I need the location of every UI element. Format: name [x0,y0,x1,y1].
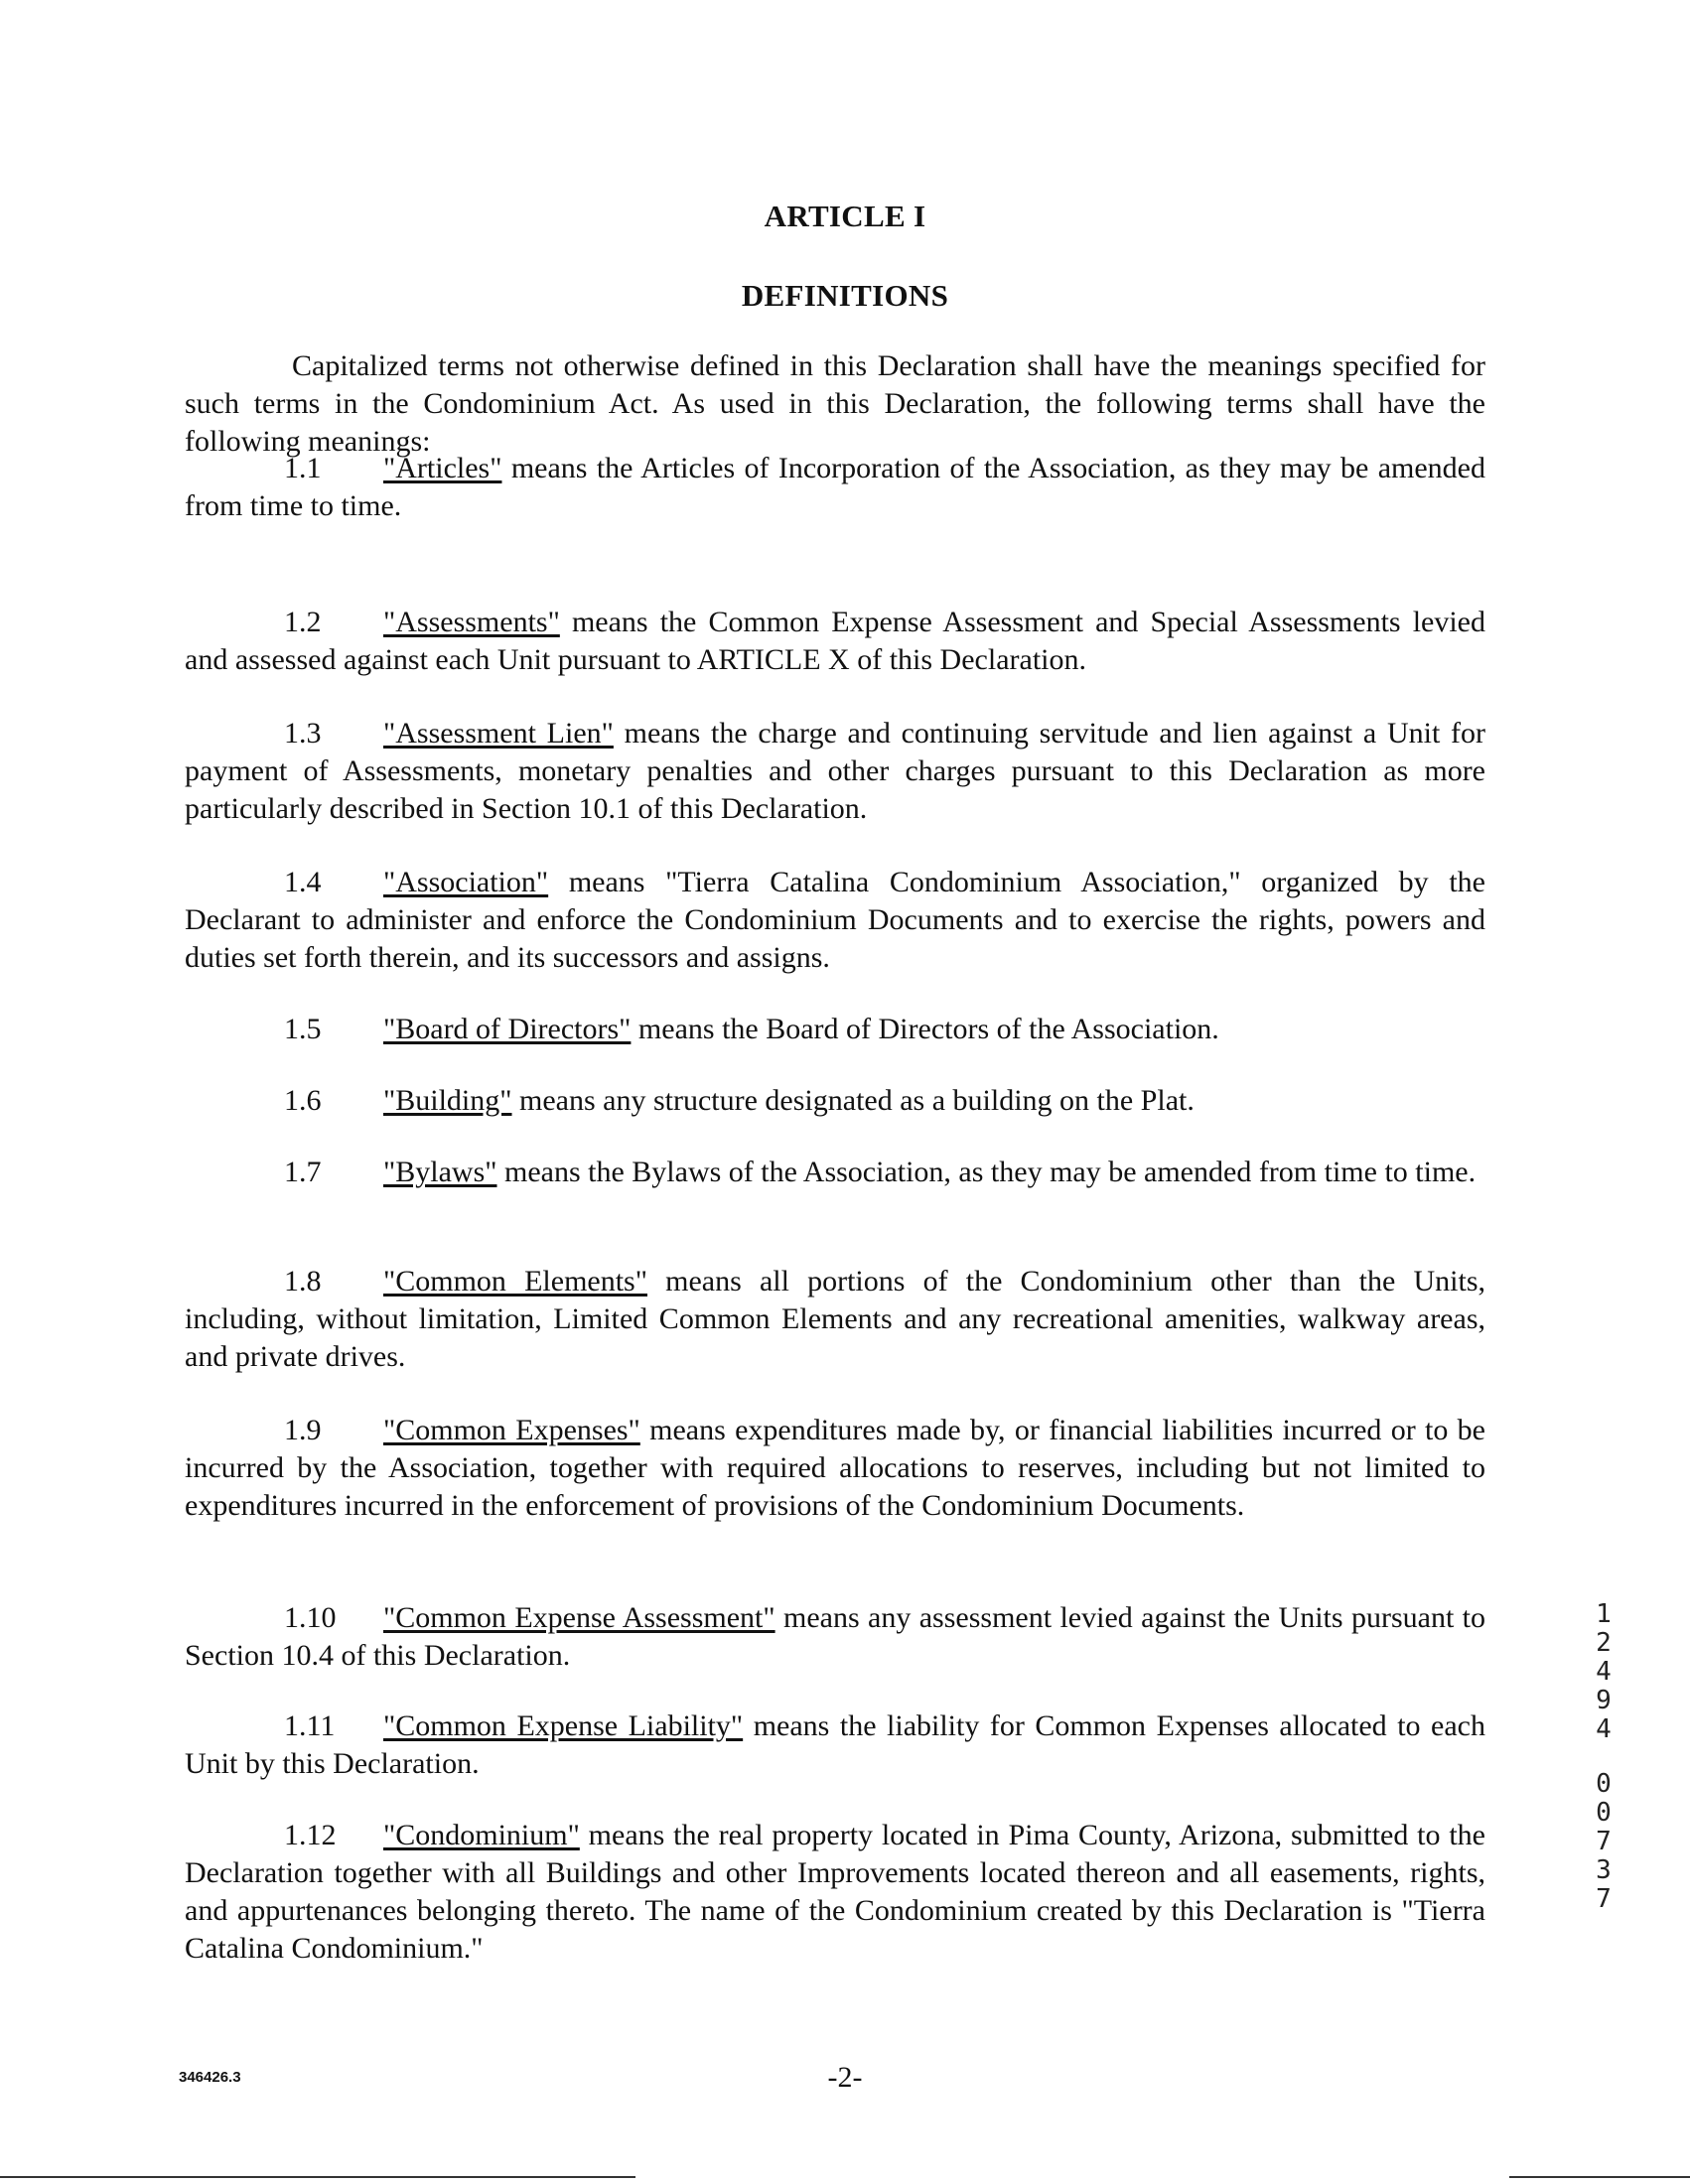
document-code: 346426.3 [179,2069,241,2086]
definition-text: means any assessment levied against the Units pursuant to Section 10.4 of this Declaration. [185,1601,1486,1672]
definition-1-2 [185,604,1485,679]
article-heading: ARTICLE I [764,199,926,233]
stamp-digit: 2 [1596,1628,1612,1658]
definition-text: means the Bylaws of the Association, as they may be amended from time to time. [496,1156,1477,1188]
definition-number: 1.1 [284,452,322,484]
stamp-digit: 7 [1596,1827,1612,1856]
definition-term: "Common Elements" [383,1265,647,1297]
stamp-digit: 1 [1596,1599,1612,1629]
stamp-digit: 0 [1596,1769,1612,1799]
definition-text: means any structure designated as a building on the Plat. [511,1084,1195,1117]
definition-number: 1.12 [284,1819,337,1851]
definition-term: "Articles" [383,452,502,484]
stamp-digit: 9 [1596,1686,1612,1715]
definition-number: 1.5 [284,1013,322,1045]
definition-term: "Common Expense Assessment" [383,1601,775,1634]
stamp-digit: 4 [1596,1657,1612,1687]
section-title: DEFINITIONS [741,278,949,313]
definition-number: 1.9 [284,1414,322,1446]
definition-1-3 [185,715,1485,828]
definition-number: 1.10 [284,1601,337,1634]
definition-number: 1.8 [284,1265,322,1297]
definition-term: "Condominium" [383,1819,580,1851]
definition-1-6 [185,1082,1485,1120]
definition-number: 1.3 [284,717,322,750]
definition-number: 1.2 [284,606,322,638]
definition-text: means the Board of Directors of the Association. [631,1013,1219,1045]
definition-text: means expenditures made by, or financial liabilities incurred or to be incurred by the Association, together with required allocations to reserves, including but not limited to expenditures incurred in the enforcement of provisions of the Condominium Documents. [185,1414,1486,1522]
definition-text: means the Articles of Incorporation of the Association, as they may be amended from time to time. [185,452,1485,522]
scan-edge-gap [635,2174,1509,2180]
definition-1-12 [185,1817,1485,1968]
definition-1-8 [185,1263,1485,1376]
definition-number: 1.6 [284,1084,322,1117]
definition-term: "Common Expense Liability" [383,1709,744,1742]
stamp-digit: 7 [1596,1884,1612,1914]
page-number: -2- [827,2061,863,2094]
definition-text: means "Tierra Catalina Condominium Association," organized by the Declarant to administer and enforce the Condominium Documents and to exercise the rights, powers and duties set forth therein, and its successors and assigns. [185,866,1485,974]
definition-1-1 [185,450,1485,525]
definition-term: "Building" [383,1084,512,1117]
definition-term: "Association" [383,866,549,898]
definition-term: "Assessments" [383,606,560,638]
definition-text: means the liability for Common Expenses allocated to each Unit by this Declaration. [185,1709,1485,1780]
stamp-digit: 3 [1596,1855,1612,1885]
definition-1-9 [185,1412,1485,1525]
intro-paragraph: Capitalized terms not otherwise defined in this Declaration shall have the meanings specified for such terms in the Condominium Act. As used in this Declaration, the following terms shall have the following meanings: [185,349,1485,458]
definition-number: 1.11 [284,1709,336,1742]
definition-1-10 [185,1599,1485,1675]
definition-1-5 [185,1011,1485,1048]
definition-text: means the real property located in Pima County, Arizona, submitted to the Declaration together with all Buildings and other Improvements located thereon and all easements, rights, and appurtenances belonging thereto. The name of the Condominium created by this Declaration is "Tierra Catalina Condominium." [185,1819,1485,1965]
definition-term: "Board of Directors" [383,1013,632,1045]
definition-term: "Common Expenses" [383,1414,640,1446]
definition-text: means the Common Expense Assessment and Special Assessments levied and assessed against each Unit pursuant to ARTICLE X of this Declaration. [185,606,1485,676]
stamp-digit: 4 [1596,1714,1612,1744]
definition-term: "Assessment Lien" [383,717,614,750]
definition-1-7 [185,1154,1485,1191]
definition-1-4 [185,864,1485,977]
recording-stamp [1589,1600,1619,1914]
stamp-spacer [1589,1744,1619,1770]
definition-text: means the charge and continuing servitude and lien against a Unit for payment of Assessments, monetary penalties and other charges pursuant to this Declaration as more particularly described in Section 10.1 of this Declaration. [185,717,1485,825]
definition-text: means all portions of the Condominium other than the Units, including, without limitation, Limited Common Elements and any recreational amenities, walkway areas, and private drives. [185,1265,1486,1373]
stamp-digit: 0 [1596,1798,1612,1828]
definition-1-11 [185,1707,1485,1783]
definition-number: 1.7 [284,1156,322,1188]
definition-term: "Bylaws" [383,1156,497,1188]
definition-number: 1.4 [284,866,322,898]
